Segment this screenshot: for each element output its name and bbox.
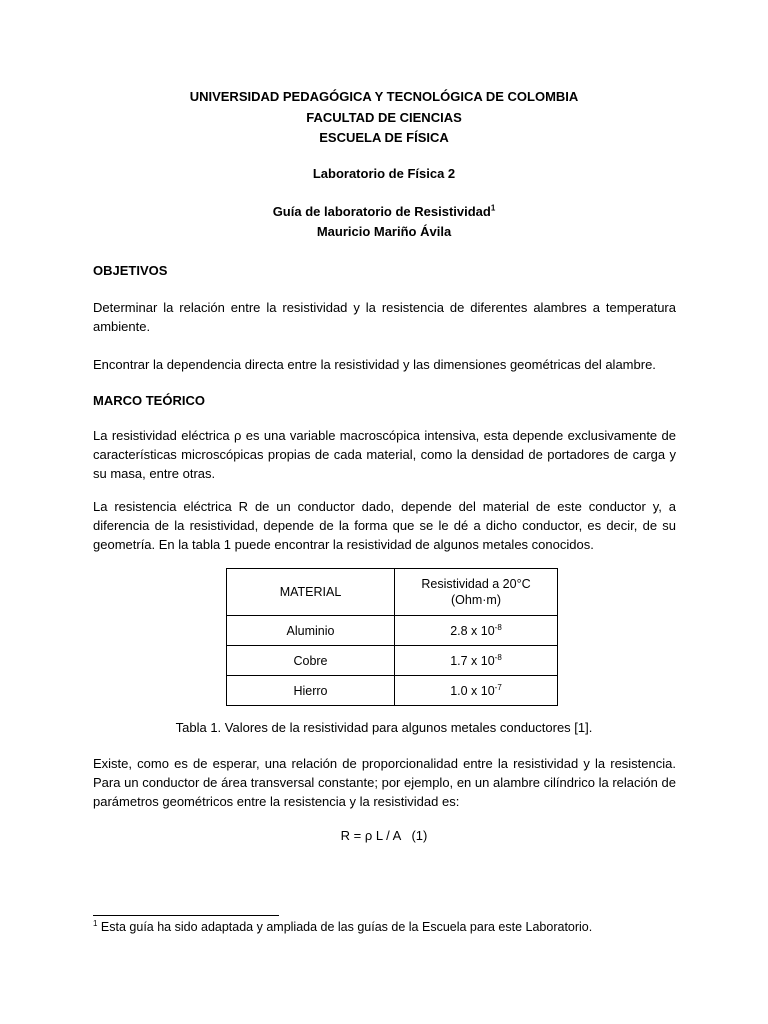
- faculty-title: FACULTAD DE CIENCIAS: [306, 110, 462, 125]
- cell-resistivity: 1.7 x $10^{-8}$: [395, 646, 558, 676]
- objectives-heading: OBJETIVOS: [93, 263, 168, 278]
- cell-material: Aluminio: [227, 616, 395, 646]
- header-resistivity-line1: Resistividad a 20°C: [421, 577, 531, 591]
- guide-title-text: Guía de laboratorio de Resistividad: [272, 204, 491, 219]
- university-title: UNIVERSIDAD PEDAGÓGICA Y TECNOLÓGICA DE COLOMBIA: [189, 89, 579, 104]
- header-material: MATERIAL: [227, 569, 395, 616]
- footnote-ref: 1: [490, 203, 496, 213]
- guide-title: [0, 204, 768, 219]
- school-title: ESCUELA DE FÍSICA: [319, 130, 449, 145]
- footnote-mark: 1: [93, 918, 98, 928]
- header-resistivity: [395, 569, 558, 616]
- cell-resistivity: 1.0 x $10^{-7}$: [395, 676, 558, 706]
- objective-paragraph-2: Encontrar la dependencia directa entre la resistividad y las dimensiones geométricas del alambre.: [93, 357, 656, 372]
- objective-paragraph-1: Determinar la relación entre la resistividad y la resistencia de diferentes alambres a temperatura ambiente.: [93, 300, 676, 334]
- theory-paragraph-2: La resistencia eléctrica R de un conductor dado, depende del material de este conductor y, a diferencia de la resistividad, depende de la forma que se le dé a dicho conductor, es decir, de su geometría. En la tabla 1 puede encontrar la resistividad de algunos metales conocidos.: [93, 499, 676, 552]
- table-row: [227, 646, 558, 676]
- theory-paragraph-3: Existe, como es de esperar, una relación de proporcionalidad entre la resistividad y la resistencia. Para un conductor de área transversal constante; por ejemplo, en un alambre cilíndrico la relación de parámetros geométricos entre la resistencia y la resistividad es:: [93, 756, 676, 809]
- lab-title: Laboratorio de Física 2: [312, 166, 456, 181]
- cell-resistivity: 2.8 x $10^{-8}$: [395, 616, 558, 646]
- resistivity-table: [226, 568, 558, 706]
- table-caption: Tabla 1. Valores de la resistividad para algunos metales conductores [1].: [175, 720, 593, 735]
- footnote: [93, 920, 592, 934]
- table-header-row: [227, 569, 558, 616]
- theory-paragraph-1: La resistividad eléctrica ρ es una variable macroscópica intensiva, esta depende exclusivamente de características microscópicas propias de cada material, como la densidad de portadores de carga y su masa, entre otras.: [93, 428, 676, 481]
- author-name: Mauricio Mariño Ávila: [316, 224, 452, 239]
- resistance-formula: R = ρ L / A (1): [340, 828, 428, 843]
- cell-material: Cobre: [227, 646, 395, 676]
- footnote-text: Esta guía ha sido adaptada y ampliada de las guías de la Escuela para este Laboratorio.: [97, 920, 593, 934]
- table-row: [227, 616, 558, 646]
- cell-material: Hierro: [227, 676, 395, 706]
- footnote-separator: [93, 915, 279, 916]
- header-resistivity-line2: (Ohm·m): [451, 593, 501, 607]
- table-row: [227, 676, 558, 706]
- theory-heading: MARCO TEÓRICO: [93, 393, 205, 408]
